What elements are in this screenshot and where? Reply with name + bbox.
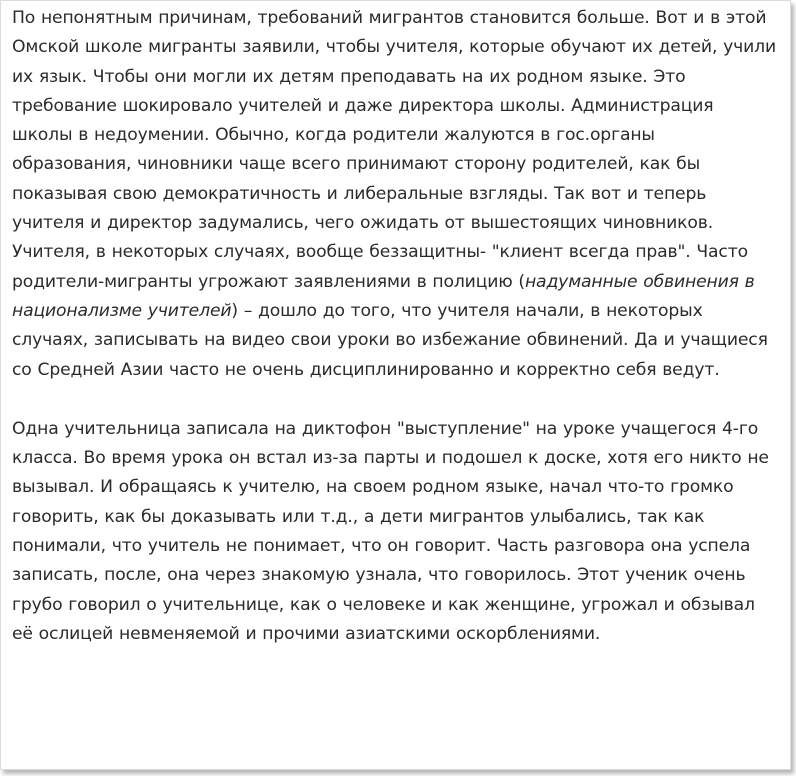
paragraph-1-text-start: По непонятным причинам, требований мигрантов становится больше. Вот и в этой Омской школе мигранты заявили, чтобы учителя, которые обучают их детей, учили их язык. Чтобы они могли их детям преподавать на их родном языке. Это требование шокировало учителей и даже директора школы. Администрация школы в недоумении. Обычно, когда родители жалуются в гос.органы образования, чиновники чаще всего принимают сторону родителей, как бы показывая свою демократичность и либеральные взгляды. Так вот и теперь учителя и директор задумались, чего ожидать от вышестоящих чиновников. Учителя, в некоторых случаях, вообще беззащитны- "клиент всегда прав". Часто родители-мигранты угрожают заявлениями в полицию ( [12,8,776,292]
article-paragraph-2: Одна учительница записала на диктофон "выступление" на уроке учащегося 4-го класса. Во время урока он встал из-за парты и подошел к доске, хотя его никто не вызывал. И обращаясь к учителю, на своем родном языке, начал что-то громко говорить, как бы доказывать или т.д., а дети мигрантов улыбались, так как понимали, что учитель не понимает, что он говорит. Часть разговора она успела записать, после, она через знакомую узнала, что говорилось. Этот ученик очень грубо говорил о учительнице, как о человеке и как женщине, угрожал и обзывал её ослицей невменяемой и прочими азиатскими оскорблениями. [12,418,769,644]
paragraph-1-text-end: ) – дошло до того, что учителя начали, в некоторых случаях, записывать на видео свои уроки во избежание обвинений. Да и учащиеся со Средней Азии часто не очень дисциплинированно и корректно себя ведут. [12,300,768,380]
paragraph-1-italic-aside: надуманные обвинения в национализме учителей [12,271,755,321]
article-paragraph-1 [12,4,776,385]
